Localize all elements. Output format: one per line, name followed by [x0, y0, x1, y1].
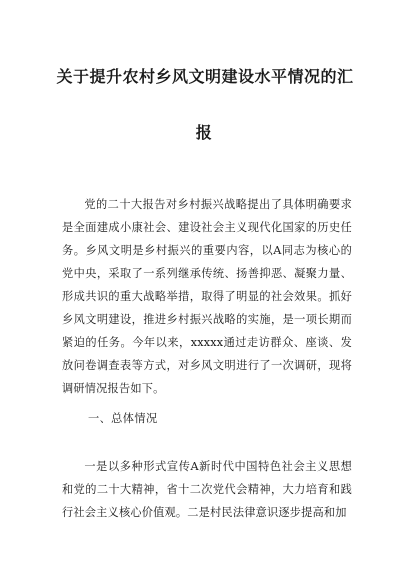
paragraph-overview: 一是以多种形式宣传A新时代中国特色社会主义思想和党的二十大精神，省十二次党代会精神，大力培育和践行社会主义核心价值观。二是村民法律意识逐步提高和加 — [62, 460, 352, 519]
document-title-line-2: 报 — [195, 123, 213, 142]
paragraph-intro: 党的二十大报告对乡村振兴战略提出了具体明确要求是全面建成小康社会、建设社会主义现代化国家的历史任务。乡风文明是乡村振兴的重要内容，以A同志为核心的党中央，采取了一系列继承传统、扬善抑恶、凝聚力量、形成共识的重大战略举措，取得了明显的社会效果。抓好乡风文明建设，推进乡村振兴战略的实施，是一项长期而紧迫的任务。今年以来，xxxxx通过走访群众、座谈、发放问卷调查表等方式，对乡风文明进行了一次调研，现将调研情况报告如下。 — [62, 198, 352, 395]
document-title-line-1: 关于提升农村乡风文明建设水平情况的汇 — [56, 67, 354, 86]
section-heading-overview: 一、总体情况 — [88, 412, 158, 425]
